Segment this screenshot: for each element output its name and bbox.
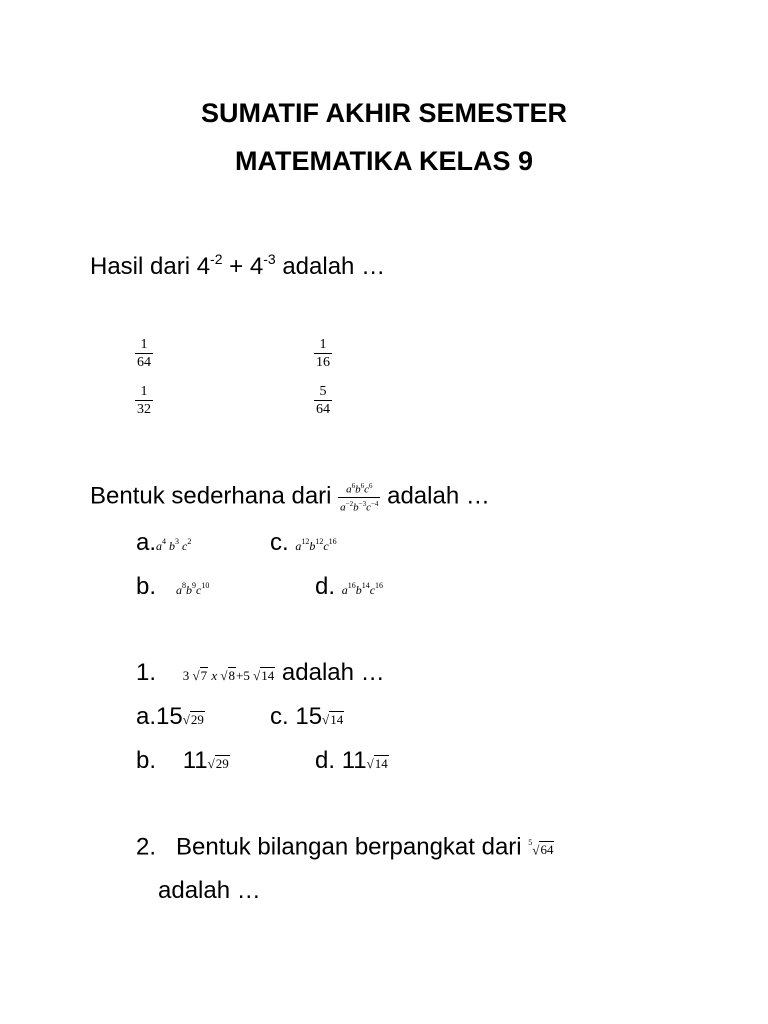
option-label: a. (136, 703, 157, 730)
q2-fraction-denominator: $a^{-2}b^{-3}c^{-4}$ (338, 497, 380, 515)
q1-option-fraction (135, 384, 153, 419)
q1-exp1: -2 (210, 251, 223, 267)
q1-option-fraction (314, 337, 332, 372)
q1-suffix: adalah … (275, 253, 386, 280)
option-label: a. (136, 529, 157, 556)
q3-option-a (136, 702, 205, 735)
q3-option-b (136, 746, 230, 779)
option-coefficient: 15 (156, 703, 183, 730)
option-label: b. (136, 747, 157, 774)
fraction-denominator: 16 (316, 355, 330, 370)
question-2 (90, 480, 490, 514)
option-expression: $a^{16}b^{14}c^{16}$ (341, 581, 384, 597)
title-line-2: MATEMATIKA KELAS 9 (235, 146, 533, 176)
q1-mid: + 4 (222, 253, 264, 280)
fraction-numerator: 5 (319, 384, 327, 399)
option-coefficient: 11 (341, 747, 367, 774)
option-radical: √14 (366, 756, 388, 771)
q2-option-b (136, 572, 209, 605)
title-line-1: SUMATIF AKHIR SEMESTER (200, 98, 567, 128)
q2-suffix: adalah … (387, 482, 490, 510)
q2-fraction (338, 480, 380, 514)
option-radical: √14 (322, 712, 344, 727)
q1-option-fraction (314, 384, 332, 419)
q2-prefix: Bentuk sederhana dari (90, 482, 332, 510)
q1-exp2: -3 (263, 251, 276, 267)
fraction-numerator: 1 (140, 337, 148, 352)
q3-option-c (270, 702, 344, 735)
option-coefficient: 11 (182, 747, 208, 774)
q3-number: 1. (136, 659, 157, 686)
fraction-denominator: 64 (316, 402, 330, 417)
q2-option-d (315, 572, 383, 605)
option-label: d. (315, 573, 336, 600)
q3-option-d (315, 746, 389, 779)
option-radical: √29 (207, 756, 229, 771)
q4-line2: adalah … (158, 877, 261, 904)
fraction-numerator: 1 (140, 384, 148, 399)
q4-text: Bentuk bilangan berpangkat dari (176, 833, 522, 861)
fraction-numerator: 1 (319, 337, 327, 352)
q4-root: $^5$√64 (528, 838, 554, 858)
option-radical: √29 (182, 712, 204, 727)
q1-option-fraction (135, 337, 153, 372)
option-expression: $a^4$ $b^3$ $c^2$ (156, 537, 192, 553)
option-expression: $a^{12}b^{12}c^{16}$ (295, 537, 337, 553)
option-label: c. (270, 529, 289, 556)
option-label: b. (136, 573, 157, 600)
q3-suffix: adalah … (281, 659, 385, 686)
q2-option-a (136, 528, 191, 561)
question-1 (90, 252, 385, 284)
q3-expression: 3 √7 x √8+5 √14 (182, 668, 275, 683)
fraction-denominator: 32 (137, 402, 151, 417)
option-label: c. (270, 703, 289, 730)
question-4 (136, 832, 554, 865)
fraction-denominator: 64 (137, 355, 151, 370)
q4-number: 2. (136, 833, 157, 861)
q2-fraction-numerator: $a^6b^6c^6$ (346, 482, 373, 496)
q1-prefix: Hasil dari 4 (90, 253, 211, 280)
option-coefficient: 15 (295, 703, 323, 730)
option-expression: $a^8b^9c^{10}$ (176, 581, 210, 597)
q2-option-c (270, 528, 337, 561)
question-3 (136, 658, 385, 691)
option-label: d. (315, 747, 336, 774)
